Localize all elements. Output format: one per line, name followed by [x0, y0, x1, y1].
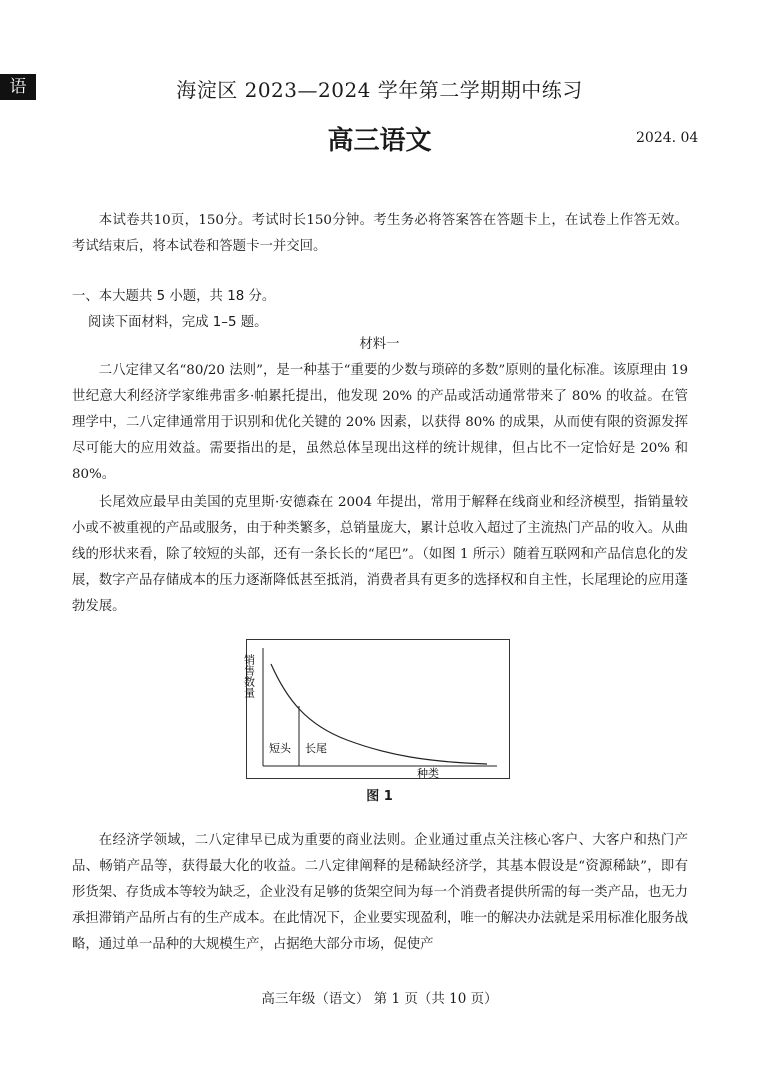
- paper-date: 2024. 04: [636, 130, 699, 146]
- paper-title: 高三语文: [327, 126, 432, 156]
- paragraph-pareto: 二八定律又名“80/20 法则”，是一种基于“重要的少数与琐碎的多数”原则的量化标准。该原理由 19 世纪意大利经济学家维弗雷多·帕累托提出，他发现 20% 的产品或活动通常带来了 80% 的收益。在管理学中，二八定律通常用于识别和优化关键的 20% 因素，以获得 80% 的成果，从而使有限的资源发挥尽可能大的应用效益。需要指出的是，虽然总体呈现出这样的统计规律，但占比不一定恰好是 20% 和 80%。: [72, 363, 688, 482]
- x-axis-label: 种类: [417, 767, 439, 780]
- tail-label: 长尾: [305, 742, 327, 755]
- subject-tab: 语: [0, 74, 36, 100]
- material-title: 材料一: [359, 337, 400, 352]
- exam-title: 海淀区 2023—2024 学年第二学期期中练习: [176, 78, 583, 102]
- figure-caption: 图 1: [366, 789, 393, 804]
- long-tail-curve: [271, 664, 487, 764]
- exam-instructions: 本试卷共10页，150分。考试时长150分钟。考生务必将答案答在答题卡上，在试卷上作答无效。考试结束后，将本试卷和答题卡一并交回。: [72, 213, 688, 254]
- figure-1: [242, 639, 510, 780]
- paragraph-economics: 在经济学领域，二八定律早已成为重要的商业法则。企业通过重点关注核心客户、大客户和热门产品、畅销产品等，获得最大化的收益。二八定律阐释的是稀缺经济学，其基本假设是“资源稀缺”，即有形货架、存货成本等较为缺乏，企业没有足够的货架空间为每一个消费者提供所需的每一类产品，也无力承担滞销产品所占有的生产成本。在此情况下，企业要实现盈利，唯一的解决办法就是采用标准化服务战略，通过单一品种的大规模生产，占据绝大部分市场，促使产: [72, 833, 688, 952]
- head-label: 短头: [269, 742, 291, 755]
- page-footer: 高三年级（语文） 第 1 页（共 10 页）: [261, 991, 498, 1007]
- long-tail-chart: [242, 640, 509, 780]
- paragraph-long-tail: 长尾效应最早由美国的克里斯·安德森在 2004 年提出，常用于解释在线商业和经济模型，指销量较小或不被重视的产品或服务，由于种类繁多，总销量庞大，累计总收入超过了主流热门产品的收入。从曲线的形状来看，除了较短的头部，还有一条长长的“尾巴”。（如图 1 所示）随着互联网和产品信息化的发展，数字产品存储成本的压力逐渐降低甚至抵消，消费者具有更多的选择权和自主性，长尾理论的应用蓬勃发展。: [72, 495, 688, 614]
- section-title: 一、本大题共 5 小题，共 18 分。: [72, 289, 276, 304]
- section-direction: 阅读下面材料，完成 1–5 题。: [88, 315, 268, 330]
- y-axis-label: 销售数量: [242, 654, 256, 698]
